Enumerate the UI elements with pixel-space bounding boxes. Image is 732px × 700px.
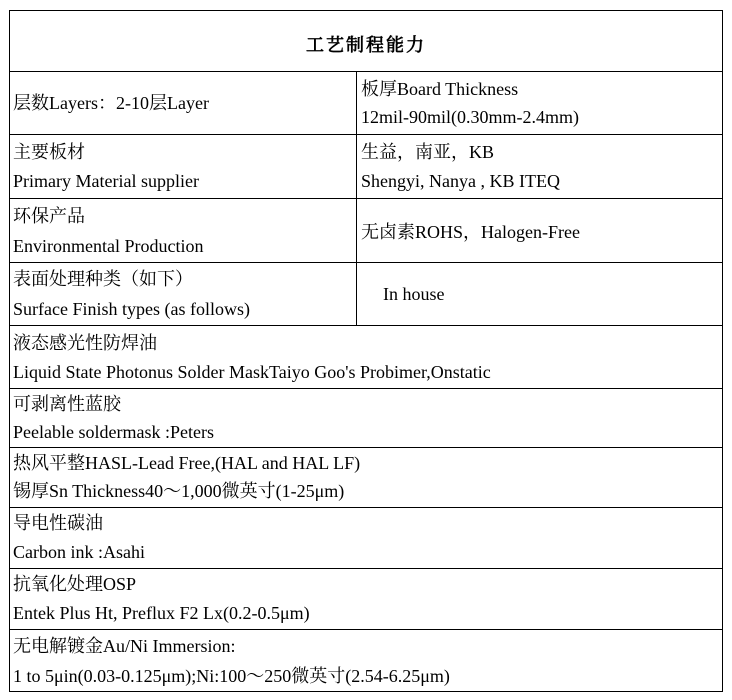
table-row: [9, 507, 723, 568]
table-title-row: [9, 10, 723, 71]
table-cell-full: [10, 448, 722, 507]
cell-text: 液态感光性防焊油: [13, 333, 157, 353]
cell-text: Entek Plus Ht, Preflux F2 Lx(0.2-0.5μm): [13, 603, 310, 623]
table-row: [9, 325, 723, 388]
cell-text: 生益，南亚，KB: [361, 142, 495, 162]
table-cell-left: [10, 72, 357, 134]
cell-text: 12mil-90mil(0.30mm-2.4mm): [361, 107, 579, 127]
cell-text: 可剥离性蓝胶: [13, 394, 121, 414]
cell-text: 主要板材: [13, 142, 85, 162]
capability-table: [9, 10, 723, 692]
cell-text: Peelable soldermask :Peters: [13, 422, 214, 442]
table-row: [9, 629, 723, 692]
cell-text: Liquid State Photonus Solder MaskTaiyo Goo's Probimer,Onstatic: [13, 362, 491, 382]
table-cell-full: [10, 508, 722, 568]
cell-text: Environmental Production: [13, 236, 204, 256]
table-cell-full: [10, 630, 722, 691]
table-row: [9, 568, 723, 629]
cell-text: 导电性碳油: [13, 513, 103, 533]
cell-text: 表面处理种类（如下）: [13, 269, 193, 289]
table-cell-left: [10, 263, 357, 325]
cell-text: Shengyi, Nanya , KB ITEQ: [361, 171, 560, 191]
table-row: [9, 388, 723, 447]
cell-text: 抗氧化处理OSP: [13, 574, 137, 594]
table-cell-full: [10, 389, 722, 447]
cell-text: 热风平整HASL-Lead Free,(HAL and HAL LF): [13, 453, 361, 473]
cell-text: 板厚Board Thickness: [361, 79, 519, 99]
cell-text: 1 to 5μin(0.03-0.125μm);Ni:100～250微英寸(2.54-6.25μm): [13, 666, 450, 686]
cell-text: 无电解镀金Au/Ni Immersion:: [13, 636, 236, 656]
table-cell-full: [10, 569, 722, 629]
table-cell-right: [357, 135, 722, 198]
cell-text: Surface Finish types (as follows): [13, 299, 250, 319]
table-row: [9, 447, 723, 507]
cell-text: 层数Layers：2-10层Layer: [13, 93, 209, 113]
cell-text: Carbon ink :Asahi: [13, 542, 145, 562]
table-row: [9, 262, 723, 325]
cell-text: 环保产品: [13, 206, 85, 226]
table-title: 工艺制程能力: [306, 35, 426, 55]
table-cell-right: [357, 263, 722, 325]
cell-text: In house: [383, 284, 445, 304]
table-row: [9, 134, 723, 198]
table-cell-full: [10, 326, 722, 388]
table-row: [9, 198, 723, 262]
table-cell-right: [357, 199, 722, 262]
table-cell-right: [357, 72, 722, 134]
table-row: [9, 71, 723, 134]
cell-text: Primary Material supplier: [13, 171, 199, 191]
table-cell-left: [10, 135, 357, 198]
table-cell-left: [10, 199, 357, 262]
cell-text: 锡厚Sn Thickness40～1,000微英寸(1-25μm): [13, 481, 345, 501]
cell-text: 无卤素ROHS，Halogen-Free: [361, 222, 580, 242]
